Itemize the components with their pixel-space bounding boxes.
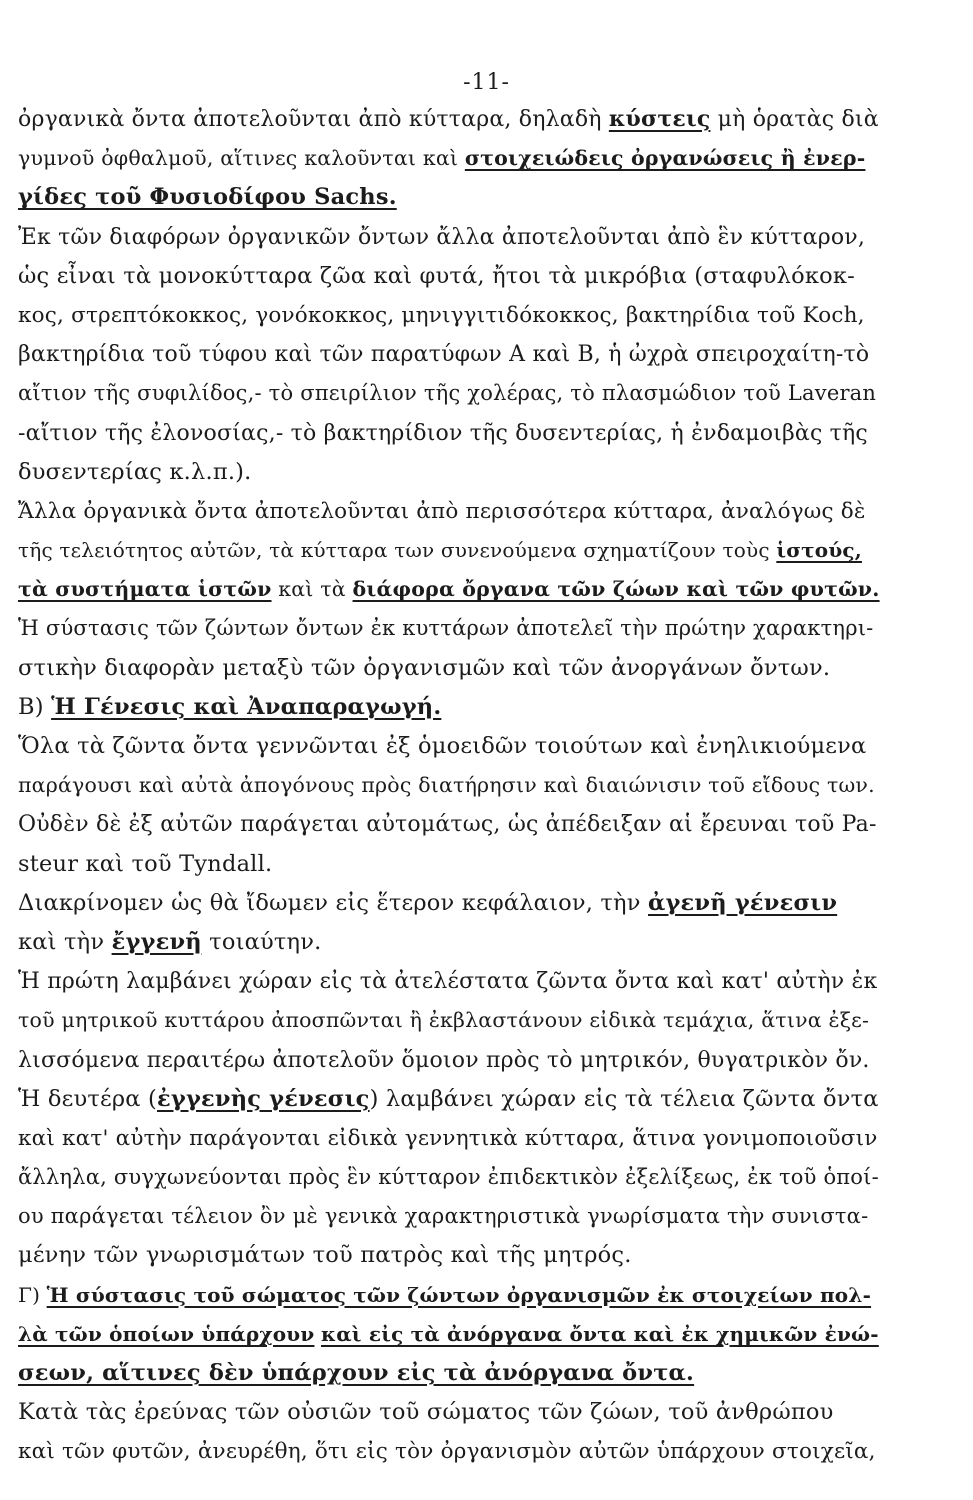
text-run: Ὅλα τὰ ζῶντα ὄντα γεννῶνται ἐξ ὁμοειδῶν τοιούτων καὶ ἐνηλικιούμενα xyxy=(18,733,867,759)
underlined-phrase: στοιχειώδεις ὀργανώσεις ἢ ἐνερ- xyxy=(464,146,866,171)
text-line xyxy=(18,1080,880,1119)
underlined-phrase: κύστεις xyxy=(608,106,711,132)
text-line xyxy=(18,766,880,805)
text-run: ὡς εἶναι τὰ μονοκύτταρα ζῶα καὶ φυτά, ἤτοι τὰ μικρόβια (σταφυλόκοκ- xyxy=(18,262,855,289)
text-run: καὶ τὰ xyxy=(271,577,353,602)
text-line xyxy=(18,805,880,844)
text-run: μὴ ὁρατὰς διὰ xyxy=(710,107,879,132)
text-run: Ἐκ τῶν διαφόρων ὀργανικῶν ὄντων ἄλλα ἀποτελοῦνται ἀπὸ ἓν κύτταρον, xyxy=(18,224,866,250)
text-run: ου παράγεται τέλειον ὂν μὲ γενικὰ χαρακτηριστικὰ γνωρίσματα τὴν συνιστα- xyxy=(18,1204,869,1229)
text-run: τοῦ μητρικοῦ κυττάρου ἀποσπῶνται ἢ ἐκβλαστάνουν εἰδικὰ τεμάχια, ἅτινα ἐξε- xyxy=(18,1008,870,1033)
text-line xyxy=(18,492,880,531)
text-line xyxy=(18,218,880,257)
text-line xyxy=(18,570,880,609)
text-line xyxy=(18,414,880,453)
text-line xyxy=(18,1354,880,1393)
text-line xyxy=(18,531,880,570)
underlined-phrase: λὰ τῶν ὁποίων ὑπάρχουν xyxy=(18,1321,315,1346)
text-line xyxy=(18,453,880,492)
text-line xyxy=(18,884,880,923)
text-line xyxy=(18,178,880,217)
text-run: ) λαμβάνει χώραν εἰς τὰ τέλεια ζῶντα ὄντα xyxy=(369,1085,879,1112)
text-run: Ἡ πρώτη λαμβάνει χώραν εἰς τὰ ἀτελέστατα ζῶντα ὄντα καὶ κατ' αὐτὴν ἐκ xyxy=(18,969,878,995)
text-run: αἴτιον τῆς συφιλίδος,- τὸ σπειρίλιον τῆς χολέρας, τὸ πλασμώδιον τοῦ Laveran xyxy=(18,381,877,406)
text-run: Ἡ σύστασις τῶν ζώντων ὄντων ἐκ κυττάρων ἀποτελεῖ τὴν πρώτην χαρακτηρι- xyxy=(18,616,874,641)
text-line xyxy=(18,1315,880,1354)
body-text xyxy=(18,100,880,1472)
text-run: Β) xyxy=(18,693,52,720)
page-number: -11- xyxy=(463,70,510,95)
text-line xyxy=(18,100,880,139)
text-run: ὀργανικὰ ὄντα ἀποτελοῦνται ἀπὸ κύτταρα, δηλαδὴ xyxy=(18,107,609,132)
text-line xyxy=(18,1158,880,1197)
text-run: Ἄλλα ὀργανικὰ ὄντα ἀποτελοῦνται ἀπὸ περισσότερα κύτταρα, ἀναλόγως δὲ xyxy=(18,498,866,524)
underlined-phrase: ἀγενῆ γένεσιν xyxy=(647,889,838,916)
text-line xyxy=(18,1041,880,1080)
text-run: γυμνοῦ ὀφθαλμοῦ, αἵτινες καλοῦνται καὶ xyxy=(18,146,465,171)
text-line xyxy=(18,923,880,962)
underlined-phrase: ἔγγενῆ xyxy=(111,928,202,955)
underlined-phrase: γίδες τοῦ Φυσιοδίφου Sachs. xyxy=(18,184,397,211)
text-run: καὶ τῶν φυτῶν, ἀνευρέθη, ὅτι εἰς τὸν ὀργανισμὸν αὐτῶν ὑπάρχουν στοιχεῖα, xyxy=(18,1439,876,1465)
text-line xyxy=(18,609,880,648)
text-run: βακτηρίδια τοῦ τύφου καὶ τῶν παρατύφων Α καὶ Β, ἡ ὠχρὰ σπειροχαίτη-τὸ xyxy=(18,342,870,368)
text-run: -αἴτιον τῆς ἐλονοσίας,- τὸ βακτηρίδιον τῆς δυσεντερίας, ἡ ἐνδαμοιβὰς τῆς xyxy=(18,420,868,446)
underlined-phrase: καὶ εἰς τὰ ἀνόργανα ὄντα καὶ ἐκ χημικῶν ἐνώ- xyxy=(321,1321,879,1346)
text-run: μένην τῶν γνωρισμάτων τοῦ πατρὸς καὶ τῆς μητρός. xyxy=(18,1242,632,1269)
text-line xyxy=(18,1276,880,1315)
text-run: δυσεντερίας κ.λ.π.). xyxy=(18,458,252,485)
text-run: steur καὶ τοῦ Tyndall. xyxy=(18,850,273,877)
text-line xyxy=(18,1236,880,1275)
text-run: κος, στρεπτόκοκκος, γονόκοκκος, μηνιγγιτιδόκοκκος, βακτηρίδια τοῦ Koch, xyxy=(18,302,865,328)
text-run: καὶ τὴν xyxy=(18,928,112,955)
text-run: στικὴν διαφορὰν μεταξὺ τῶν ὀργανισμῶν καὶ τῶν ἀνοργάνων ὄντων. xyxy=(18,654,831,681)
text-run: Οὐδὲν δὲ ἐξ αὐτῶν παράγεται αὐτομάτως, ὡς ἀπέδειξαν αἱ ἔρευναι τοῦ Pa- xyxy=(18,812,877,838)
text-run: παράγουσι καὶ αὐτὰ ἀπογόνους πρὸς διατήρησιν καὶ διαιώνισιν τοῦ εἴδους των. xyxy=(18,773,875,798)
text-line xyxy=(18,1001,880,1040)
underlined-phrase: σεων, αἵτινες δὲν ὑπάρχουν εἰς τὰ ἀνόργανα ὄντα. xyxy=(18,1360,695,1386)
underlined-phrase: Ἡ σύστασις τοῦ σώματος τῶν ζώντων ὀργανισμῶν ἐκ στοιχείων πολ- xyxy=(46,1282,872,1307)
text-line xyxy=(18,296,880,335)
text-run: Γ) xyxy=(18,1282,47,1307)
underlined-phrase: τὰ συστήματα ἱστῶν xyxy=(18,577,272,602)
text-line xyxy=(18,257,880,296)
underlined-phrase: διάφορα ὄργανα τῶν ζώων καὶ τῶν φυτῶν. xyxy=(352,577,880,602)
text-run: τοιαύτην. xyxy=(201,928,322,955)
text-line xyxy=(18,335,880,374)
text-run: καὶ κατ' αὐτὴν παράγονται εἰδικὰ γεννητικὰ κύτταρα, ἅτινα γονιμοποιοῦσιν xyxy=(18,1125,878,1151)
text-line xyxy=(18,845,880,884)
underlined-phrase: Ἡ Γένεσις καὶ Ἀναπαραγωγή. xyxy=(51,693,442,720)
text-run: Ἡ δευτέρα ( xyxy=(18,1085,158,1112)
text-line xyxy=(18,374,880,413)
text-line xyxy=(18,1432,880,1471)
text-line xyxy=(18,727,880,766)
text-run: λισσόμενα περαιτέρω ἀποτελοῦν ὅμοιον πρὸς τὸ μητρικόν, θυγατρικὸν ὄν. xyxy=(18,1047,870,1073)
text-run: τῆς τελειότητος αὐτῶν, τὰ κύτταρα των συνενούμενα σχηματίζουν τοὺς xyxy=(18,538,777,563)
underlined-phrase: ἱστούς, xyxy=(776,538,862,563)
text-line xyxy=(18,1197,880,1236)
text-line xyxy=(18,1119,880,1158)
text-line xyxy=(18,139,880,178)
text-line xyxy=(18,1393,880,1432)
text-run: ἄλληλα, συγχωνεύονται πρὸς ἓν κύτταρον ἐπιδεκτικὸν ἐξελίξεως, ἐκ τοῦ ὁποί- xyxy=(18,1165,879,1190)
underlined-phrase: ἐγγενὴς γένεσις xyxy=(157,1085,370,1112)
text-run: Διακρίνομεν ὡς θὰ ἴδωμεν εἰς ἕτερον κεφάλαιον, τὴν xyxy=(18,889,648,916)
text-line xyxy=(18,962,880,1001)
text-run: Κατὰ τὰς ἐρεύνας τῶν οὐσιῶν τοῦ σώματος τῶν ζώων, τοῦ ἀνθρώπου xyxy=(18,1399,834,1426)
text-line xyxy=(18,688,880,727)
text-line xyxy=(18,649,880,688)
